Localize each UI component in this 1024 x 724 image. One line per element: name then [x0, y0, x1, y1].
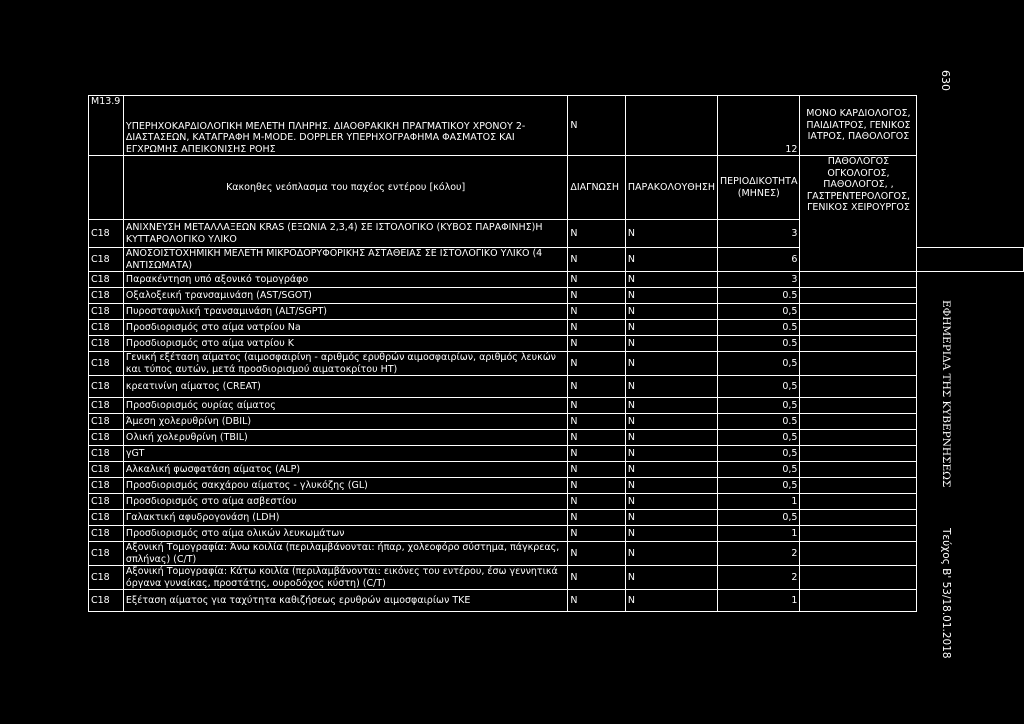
row-followup: N [625, 430, 717, 446]
row-followup: N [625, 288, 717, 304]
table-row [89, 430, 1024, 446]
row-description: Ολική χολερυθρίνη (TBIL) [123, 430, 567, 446]
row-months: 0.5 [718, 288, 800, 304]
table-row [89, 352, 1024, 376]
row-description: Αλκαλική φωσφατάση αίματος (ALP) [123, 462, 567, 478]
row-description: γGT [123, 446, 567, 462]
table-row [89, 526, 1024, 542]
row-diagnosis: N [568, 526, 626, 542]
row-followup: N [625, 478, 717, 494]
row-followup: N [625, 336, 717, 352]
row-code: C18 [89, 272, 124, 288]
row-code: C18 [89, 352, 124, 376]
row-followup: N [625, 526, 717, 542]
row-code: C18 [89, 446, 124, 462]
table-row [89, 462, 1024, 478]
row-followup: N [625, 542, 717, 566]
row-description: Οξαλοξεική τρανσαμινάση (AST/SGOT) [123, 288, 567, 304]
row-followup: N [625, 220, 717, 248]
row-followup: N [625, 248, 717, 272]
row-diagnosis: N [568, 462, 626, 478]
row-months: 0.5 [718, 414, 800, 430]
row-months: 1 [718, 494, 800, 510]
table-row [89, 446, 1024, 462]
row-code: C18 [89, 288, 124, 304]
row-specialties [800, 398, 917, 414]
row-diagnosis: N [568, 288, 626, 304]
row-code: C18 [89, 590, 124, 612]
row-diagnosis: N [568, 542, 626, 566]
row-description: Προσδιορισμός ουρίας αίματος [123, 398, 567, 414]
row-description: Γαλακτική αφυδρογονάση (LDH) [123, 510, 567, 526]
row-diagnosis: N [568, 304, 626, 320]
row-months: 0,5 [718, 352, 800, 376]
row-diagnosis: N [568, 398, 626, 414]
table-row [89, 494, 1024, 510]
row-specialties [800, 272, 917, 288]
row-description: Πυροσταφυλική τρανσαμινάση (ALT/SGPT) [123, 304, 567, 320]
row-diagnosis: N [568, 446, 626, 462]
row-description: Αξονική Τομογραφία: Κάτω κοιλία (περιλαμβάνονται: εικόνες του εντέρου, έσω γεννητικά όργανα γυναίκας, προστάτης, ουροδόχος κύστη) (C/T) [123, 566, 567, 590]
row-code: C18 [89, 462, 124, 478]
row-months: 3 [718, 272, 800, 288]
row-code: C18 [89, 336, 124, 352]
row-description: Προσδιορισμός στο αίμα ασβεστίου [123, 494, 567, 510]
row-followup: N [625, 376, 717, 398]
row-diagnosis: N [568, 352, 626, 376]
row-description: κρεατινίνη αίματος (CREAT) [123, 376, 567, 398]
table-row [89, 414, 1024, 430]
row-description: Προσδιορισμός στο αίμα νατρίου Na [123, 320, 567, 336]
table-row [89, 336, 1024, 352]
row-months: 0,5 [718, 510, 800, 526]
row-specialties [800, 336, 917, 352]
row-followup: N [625, 352, 717, 376]
row-months: 12 [718, 96, 800, 156]
row-code: C18 [89, 320, 124, 336]
table-row [89, 566, 1024, 590]
protocol-table [88, 95, 1024, 612]
row-months: 2 [718, 542, 800, 566]
row-specialties [800, 320, 917, 336]
section-title: Κακοηθες νεόπλασμα του παχέος εντέρου [κόλου] [123, 156, 567, 220]
table-row [89, 272, 1024, 288]
row-description: Προσδιορισμός στο αίμα ολικών λευκωμάτων [123, 526, 567, 542]
row-followup: N [625, 510, 717, 526]
row-code: C18 [89, 376, 124, 398]
row-description: Εξέταση αίματος για ταχύτητα καθιζήσεως ερυθρών αιμοσφαιρίων ΤΚΕ [123, 590, 567, 612]
page-number: 630 [939, 70, 952, 91]
row-diagnosis: N [568, 248, 626, 272]
row-specialties: ΜΟΝΟ ΚΑΡΔΙΟΛΟΓΟΣ, ΠΑΙΔΙΑΤΡΟΣ, ΓΕΝΙΚΟΣ ΙΑΤΡΟΣ, ΠΑΘΟΛΟΓΟΣ [800, 96, 917, 156]
row-diagnosis: N [568, 430, 626, 446]
table-row [89, 304, 1024, 320]
row-diagnosis: N [568, 272, 626, 288]
row-followup: N [625, 272, 717, 288]
row-code: C18 [89, 542, 124, 566]
row-followup: N [625, 304, 717, 320]
row-diagnosis: N [568, 590, 626, 612]
row-followup: N [625, 398, 717, 414]
row-specialties [800, 526, 917, 542]
row-months: 0,5 [718, 398, 800, 414]
row-months: 0,5 [718, 478, 800, 494]
row-months: 1 [718, 526, 800, 542]
row-specialties [800, 462, 917, 478]
table-row [89, 510, 1024, 526]
row-months: 0.5 [718, 336, 800, 352]
row-code: C18 [89, 430, 124, 446]
row-specialties [800, 510, 917, 526]
row-followup [625, 96, 717, 156]
row-followup: N [625, 590, 717, 612]
row-description: Άμεση χολερυθρίνη (DBIL) [123, 414, 567, 430]
row-code: C18 [89, 414, 124, 430]
table-row [89, 96, 1024, 156]
section-specialties: ΠΑΘΟΛΟΓΟΣ ΟΓΚΟΛΟΓΟΣ, ΠΑΘΟΛΟΓΟΣ, , ΓΑΣΤΡΕΝΤΕΡΟΛΟΓΟΣ, ΓΕΝΙΚΟΣ ΧΕΙΡΟΥΡΓΟΣ [800, 156, 917, 272]
header-periodicity: ΠΕΡΙΟΔΙΚΟΤΗΤΑ (ΜΗΝΕΣ) [718, 156, 800, 220]
row-description: Προσδιορισμός στο αίμα νατρίου K [123, 336, 567, 352]
issue-info: Τεύχος Β' 53/18.01.2018 [940, 528, 952, 659]
row-diagnosis: N [568, 566, 626, 590]
row-followup: N [625, 414, 717, 430]
header-diagnosis: ΔΙΑΓΝΩΣΗ [568, 156, 626, 220]
row-months: 1 [718, 590, 800, 612]
row-description: Προσδιορισμός σακχάρου αίματος - γλυκόζης (GL) [123, 478, 567, 494]
row-code: C18 [89, 398, 124, 414]
row-code: C18 [89, 494, 124, 510]
row-description: Αξονική Τομογραφία: Άνω κοιλία (περιλαμβάνονται: ήπαρ, χολεοφόρο σύστημα, πάγκρεας, σπλήνας) (C/T) [123, 542, 567, 566]
row-specialties [800, 304, 917, 320]
row-specialties [800, 288, 917, 304]
row-diagnosis: N [568, 414, 626, 430]
row-code: C18 [89, 526, 124, 542]
row-code: C18 [89, 510, 124, 526]
row-diagnosis: N [568, 96, 626, 156]
row-specialties [800, 542, 917, 566]
table-row [89, 320, 1024, 336]
row-specialties [917, 248, 1024, 272]
section-header-row [89, 156, 1024, 220]
row-code: C18 [89, 304, 124, 320]
table-row [89, 288, 1024, 304]
row-months: 0,5 [718, 430, 800, 446]
row-followup: N [625, 320, 717, 336]
row-code: C18 [89, 220, 124, 248]
row-followup: N [625, 446, 717, 462]
table-row [89, 590, 1024, 612]
table-row [89, 376, 1024, 398]
row-months: 0,5 [718, 304, 800, 320]
row-specialties [800, 446, 917, 462]
row-description: Γενική εξέταση αίματος (αιμοσφαιρίνη - αριθμός ερυθρών αιμοσφαιρίων, αριθμός λευκών και τύπος αυτών, μετά προσδιορισμού αιματοκρίτου HT) [123, 352, 567, 376]
row-diagnosis: N [568, 336, 626, 352]
table-row [89, 398, 1024, 414]
running-head: ΕΦΗΜΕΡΙΔΑ ΤΗΣ ΚΥΒΕΡΝΗΣΕΩΣ [940, 300, 952, 488]
row-followup: N [625, 566, 717, 590]
row-months: 0,5 [718, 446, 800, 462]
row-diagnosis: N [568, 320, 626, 336]
row-specialties [800, 376, 917, 398]
row-code: M13.9 [89, 96, 124, 156]
row-diagnosis: N [568, 478, 626, 494]
header-followup: ΠΑΡΑΚΟΛΟΥΘΗΣΗ [625, 156, 717, 220]
row-description: ΑΝΟΣΟΙΣΤΟΧΗΜΙΚΗ ΜΕΛΕΤΗ ΜΙΚΡΟΔΟΡΥΦΟΡΙΚΗΣ ΑΣΤΑΘΕΙΑΣ ΣΕ ΙΣΤΟΛΟΓΙΚΟ ΥΛΙΚΟ (4 ΑΝΤΙΣΩΜΑΤΑ) [123, 248, 567, 272]
row-months: 6 [718, 248, 800, 272]
row-diagnosis: N [568, 376, 626, 398]
row-specialties [800, 430, 917, 446]
row-followup: N [625, 494, 717, 510]
row-specialties [800, 352, 917, 376]
table-row [89, 542, 1024, 566]
row-diagnosis: N [568, 220, 626, 248]
row-specialties [800, 478, 917, 494]
row-specialties [800, 566, 917, 590]
row-months: 0,5 [718, 376, 800, 398]
row-description: ΥΠΕΡΗΧΟΚΑΡΔΙΟΛΟΓΙΚΗ ΜΕΛΕΤΗ ΠΛΗΡΗΣ. ΔΙΑΟΘΡΑΚΙΚΗ ΠΡΑΓΜΑΤΙΚΟΥ ΧΡΟΝΟΥ 2-ΔΙΑΣΤΑΣΕΩΝ, ΚΑΤΑΓΡΑΦΗ Μ-MODE. DOPPLER ΥΠΕΡΗΧΟΓΡΑΦΗΜΑ ΦΑΣΜΑΤΟΣ ΚΑΙ ΕΓΧΡΩΜΗΣ ΑΠΕΙΚΟΝΙΣΗΣ ΡΟΗΣ [123, 96, 567, 156]
row-code: C18 [89, 478, 124, 494]
row-code: C18 [89, 566, 124, 590]
row-months: 0,5 [718, 462, 800, 478]
row-months: 0.5 [718, 320, 800, 336]
table-row [89, 478, 1024, 494]
row-specialties [800, 494, 917, 510]
row-description: ΑΝΙΧΝΕΥΣΗ ΜΕΤΑΛΛΑΞΕΩΝ KRAS (ΕΞΩΝΙΑ 2,3,4) ΣΕ ΙΣΤΟΛΟΓΙΚΟ (ΚΥΒΟΣ ΠΑΡΑΦΙΝΗΣ)Η ΚΥΤΤΑΡΟΛΟΓΙΚΟ ΥΛΙΚΟ [123, 220, 567, 248]
row-followup: N [625, 462, 717, 478]
row-description: Παρακέντηση υπό αξονικό τομογράφο [123, 272, 567, 288]
row-specialties [800, 590, 917, 612]
row-specialties [800, 414, 917, 430]
row-months: 2 [718, 566, 800, 590]
row-months: 3 [718, 220, 800, 248]
row-code: C18 [89, 248, 124, 272]
row-diagnosis: N [568, 494, 626, 510]
row-diagnosis: N [568, 510, 626, 526]
